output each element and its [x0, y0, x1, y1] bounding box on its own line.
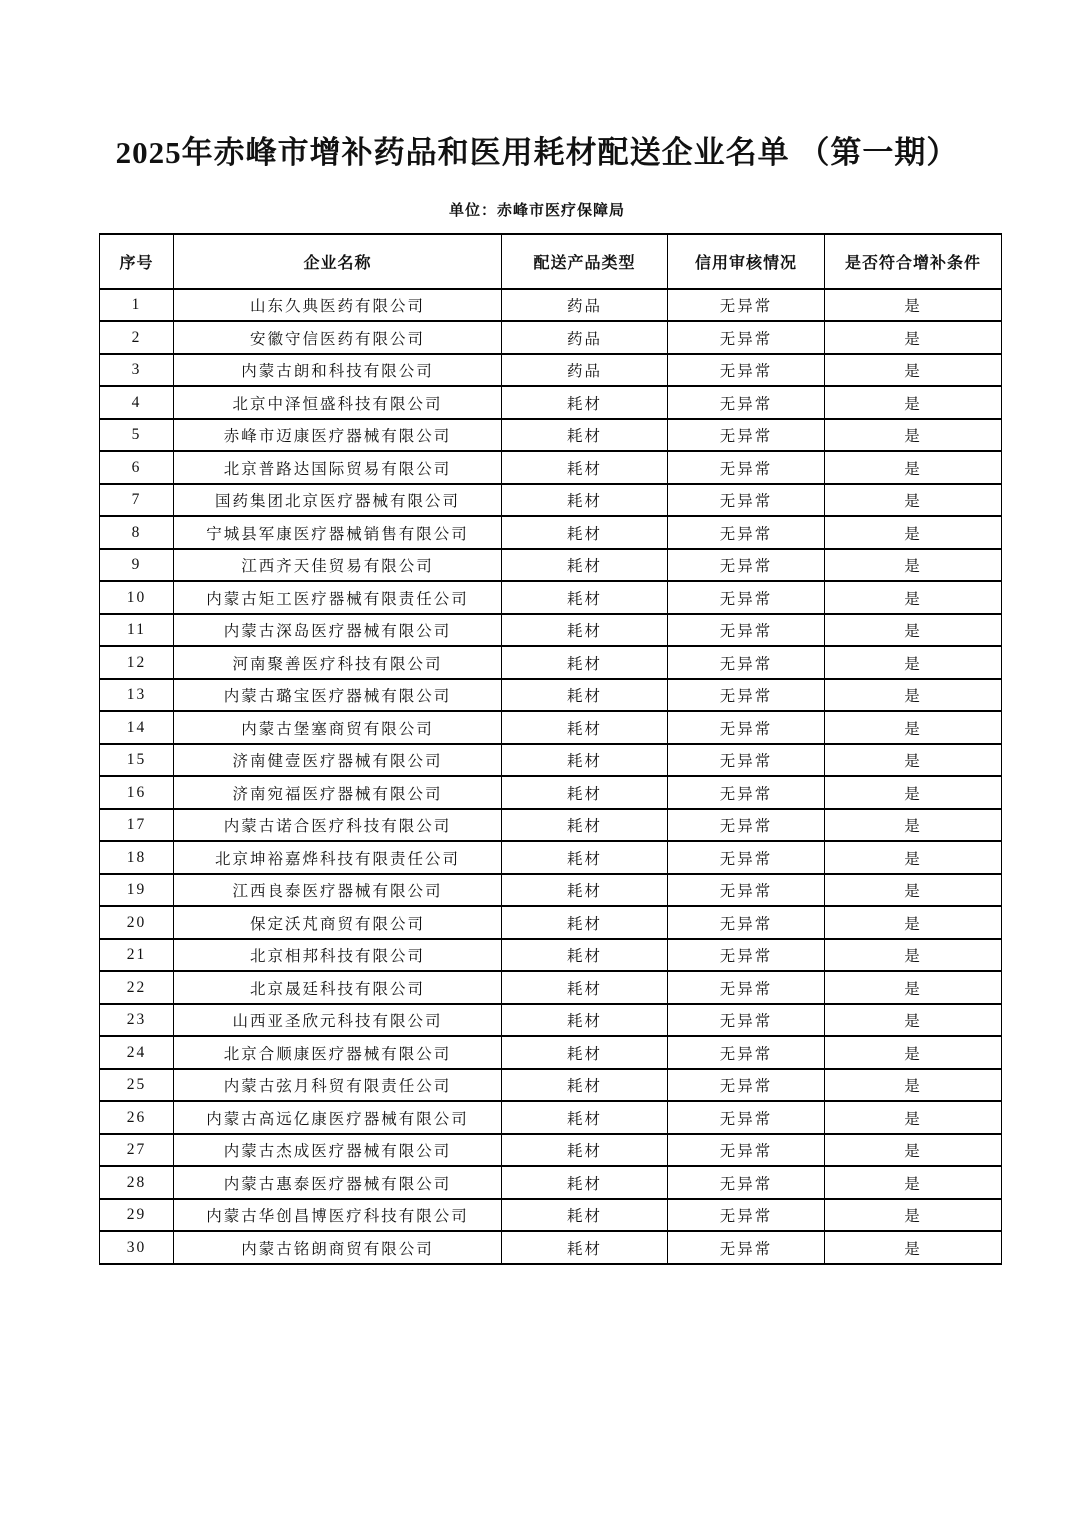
cell-type: 耗材	[502, 1199, 668, 1232]
cell-type: 耗材	[502, 419, 668, 452]
cell-qualified: 是	[825, 1004, 1002, 1037]
table-row	[100, 451, 1002, 484]
cell-name: 内蒙古璐宝医疗器械有限公司	[174, 679, 502, 712]
cell-credit: 无异常	[668, 874, 825, 907]
cell-credit: 无异常	[668, 744, 825, 777]
cell-credit: 无异常	[668, 1036, 825, 1069]
table-row	[100, 1134, 1002, 1167]
cell-name: 保定沃芃商贸有限公司	[174, 906, 502, 939]
cell-qualified: 是	[825, 744, 1002, 777]
table-row	[100, 484, 1002, 517]
cell-type: 耗材	[502, 516, 668, 549]
cell-name: 赤峰市迈康医疗器械有限公司	[174, 419, 502, 452]
cell-name: 北京合顺康医疗器械有限公司	[174, 1036, 502, 1069]
cell-credit: 无异常	[668, 1231, 825, 1264]
cell-type: 耗材	[502, 1166, 668, 1199]
cell-credit: 无异常	[668, 679, 825, 712]
header-no: 序号	[100, 234, 174, 289]
cell-qualified: 是	[825, 809, 1002, 842]
cell-qualified: 是	[825, 1069, 1002, 1102]
cell-credit: 无异常	[668, 354, 825, 387]
cell-qualified: 是	[825, 906, 1002, 939]
cell-name: 北京普路达国际贸易有限公司	[174, 451, 502, 484]
cell-qualified: 是	[825, 516, 1002, 549]
cell-type: 药品	[502, 289, 668, 322]
cell-name: 北京相邦科技有限公司	[174, 939, 502, 972]
cell-qualified: 是	[825, 419, 1002, 452]
table-row	[100, 711, 1002, 744]
header-name: 企业名称	[174, 234, 502, 289]
cell-credit: 无异常	[668, 809, 825, 842]
issuing-unit-label: 单位：赤峰市医疗保障局	[448, 202, 625, 219]
cell-credit: 无异常	[668, 711, 825, 744]
cell-no: 1	[100, 289, 174, 322]
table-row	[100, 971, 1002, 1004]
cell-qualified: 是	[825, 679, 1002, 712]
cell-no: 22	[100, 971, 174, 1004]
cell-no: 9	[100, 549, 174, 582]
cell-no: 26	[100, 1101, 174, 1134]
cell-name: 济南健壹医疗器械有限公司	[174, 744, 502, 777]
cell-credit: 无异常	[668, 939, 825, 972]
cell-type: 耗材	[502, 679, 668, 712]
cell-credit: 无异常	[668, 1069, 825, 1102]
cell-qualified: 是	[825, 1166, 1002, 1199]
cell-name: 济南宛福医疗器械有限公司	[174, 776, 502, 809]
cell-name: 内蒙古惠泰医疗器械有限公司	[174, 1166, 502, 1199]
header-qualified: 是否符合增补条件	[825, 234, 1002, 289]
cell-name: 内蒙古华创昌博医疗科技有限公司	[174, 1199, 502, 1232]
cell-no: 30	[100, 1231, 174, 1264]
table-row	[100, 386, 1002, 419]
cell-type: 耗材	[502, 581, 668, 614]
table-row	[100, 1166, 1002, 1199]
table-row	[100, 321, 1002, 354]
cell-name: 江西齐天佳贸易有限公司	[174, 549, 502, 582]
cell-no: 16	[100, 776, 174, 809]
cell-name: 内蒙古朗和科技有限公司	[174, 354, 502, 387]
table-header	[100, 234, 1002, 289]
cell-type: 耗材	[502, 744, 668, 777]
cell-no: 14	[100, 711, 174, 744]
cell-qualified: 是	[825, 581, 1002, 614]
cell-name: 内蒙古弦月科贸有限责任公司	[174, 1069, 502, 1102]
cell-no: 21	[100, 939, 174, 972]
cell-no: 15	[100, 744, 174, 777]
cell-no: 5	[100, 419, 174, 452]
page-title: 2025年赤峰市增补药品和医用耗材配送企业名单 （第一期）	[115, 135, 959, 170]
cell-qualified: 是	[825, 971, 1002, 1004]
cell-qualified: 是	[825, 1036, 1002, 1069]
cell-credit: 无异常	[668, 451, 825, 484]
table-row	[100, 1004, 1002, 1037]
cell-no: 6	[100, 451, 174, 484]
cell-qualified: 是	[825, 451, 1002, 484]
cell-qualified: 是	[825, 614, 1002, 647]
cell-name: 内蒙古深岛医疗器械有限公司	[174, 614, 502, 647]
table-row	[100, 874, 1002, 907]
cell-no: 3	[100, 354, 174, 387]
cell-type: 耗材	[502, 1069, 668, 1102]
table-row	[100, 1101, 1002, 1134]
table-row	[100, 516, 1002, 549]
cell-no: 20	[100, 906, 174, 939]
cell-name: 北京中泽恒盛科技有限公司	[174, 386, 502, 419]
cell-type: 耗材	[502, 1036, 668, 1069]
table-row	[100, 776, 1002, 809]
table-row	[100, 744, 1002, 777]
cell-type: 耗材	[502, 1134, 668, 1167]
cell-no: 27	[100, 1134, 174, 1167]
cell-qualified: 是	[825, 1134, 1002, 1167]
cell-no: 28	[100, 1166, 174, 1199]
table-row	[100, 939, 1002, 972]
cell-qualified: 是	[825, 549, 1002, 582]
cell-qualified: 是	[825, 386, 1002, 419]
cell-credit: 无异常	[668, 321, 825, 354]
cell-qualified: 是	[825, 1231, 1002, 1264]
cell-type: 耗材	[502, 809, 668, 842]
cell-credit: 无异常	[668, 841, 825, 874]
cell-no: 7	[100, 484, 174, 517]
cell-name: 内蒙古矩工医疗器械有限责任公司	[174, 581, 502, 614]
cell-no: 29	[100, 1199, 174, 1232]
cell-no: 8	[100, 516, 174, 549]
cell-no: 13	[100, 679, 174, 712]
cell-no: 18	[100, 841, 174, 874]
cell-no: 25	[100, 1069, 174, 1102]
cell-credit: 无异常	[668, 581, 825, 614]
cell-name: 北京晟廷科技有限公司	[174, 971, 502, 1004]
cell-type: 药品	[502, 321, 668, 354]
cell-type: 耗材	[502, 874, 668, 907]
table-row	[100, 841, 1002, 874]
cell-type: 药品	[502, 354, 668, 387]
cell-name: 内蒙古杰成医疗器械有限公司	[174, 1134, 502, 1167]
cell-credit: 无异常	[668, 516, 825, 549]
cell-no: 12	[100, 646, 174, 679]
cell-name: 内蒙古堡塞商贸有限公司	[174, 711, 502, 744]
table-row	[100, 906, 1002, 939]
cell-name: 山东久典医药有限公司	[174, 289, 502, 322]
cell-credit: 无异常	[668, 1134, 825, 1167]
cell-no: 17	[100, 809, 174, 842]
cell-credit: 无异常	[668, 1101, 825, 1134]
cell-name: 北京坤裕嘉烨科技有限责任公司	[174, 841, 502, 874]
cell-type: 耗材	[502, 386, 668, 419]
table-row	[100, 1199, 1002, 1232]
cell-name: 内蒙古诺合医疗科技有限公司	[174, 809, 502, 842]
cell-no: 23	[100, 1004, 174, 1037]
cell-no: 19	[100, 874, 174, 907]
cell-qualified: 是	[825, 289, 1002, 322]
header-credit: 信用审核情况	[668, 234, 825, 289]
cell-credit: 无异常	[668, 484, 825, 517]
cell-type: 耗材	[502, 451, 668, 484]
table-row	[100, 419, 1002, 452]
cell-type: 耗材	[502, 549, 668, 582]
cell-no: 4	[100, 386, 174, 419]
cell-name: 江西良泰医疗器械有限公司	[174, 874, 502, 907]
cell-name: 内蒙古铭朗商贸有限公司	[174, 1231, 502, 1264]
enterprise-roster-table	[99, 233, 1002, 1265]
cell-name: 山西亚圣欣元科技有限公司	[174, 1004, 502, 1037]
table-row	[100, 1231, 1002, 1264]
cell-qualified: 是	[825, 939, 1002, 972]
cell-qualified: 是	[825, 646, 1002, 679]
cell-type: 耗材	[502, 906, 668, 939]
table-row	[100, 679, 1002, 712]
table-row	[100, 646, 1002, 679]
cell-credit: 无异常	[668, 289, 825, 322]
cell-qualified: 是	[825, 1101, 1002, 1134]
cell-qualified: 是	[825, 321, 1002, 354]
cell-qualified: 是	[825, 1199, 1002, 1232]
table-row	[100, 354, 1002, 387]
table-row	[100, 1036, 1002, 1069]
cell-name: 安徽守信医药有限公司	[174, 321, 502, 354]
cell-no: 2	[100, 321, 174, 354]
cell-credit: 无异常	[668, 1004, 825, 1037]
cell-no: 11	[100, 614, 174, 647]
table-row	[100, 809, 1002, 842]
cell-type: 耗材	[502, 711, 668, 744]
cell-credit: 无异常	[668, 386, 825, 419]
cell-credit: 无异常	[668, 614, 825, 647]
cell-credit: 无异常	[668, 549, 825, 582]
cell-credit: 无异常	[668, 906, 825, 939]
cell-name: 国药集团北京医疗器械有限公司	[174, 484, 502, 517]
cell-credit: 无异常	[668, 971, 825, 1004]
cell-name: 内蒙古高远亿康医疗器械有限公司	[174, 1101, 502, 1134]
table-row	[100, 289, 1002, 322]
table-row	[100, 614, 1002, 647]
cell-qualified: 是	[825, 874, 1002, 907]
cell-type: 耗材	[502, 776, 668, 809]
cell-type: 耗材	[502, 1101, 668, 1134]
cell-name: 河南聚善医疗科技有限公司	[174, 646, 502, 679]
table-header-row	[100, 234, 1002, 289]
cell-credit: 无异常	[668, 1199, 825, 1232]
cell-no: 24	[100, 1036, 174, 1069]
cell-qualified: 是	[825, 354, 1002, 387]
cell-qualified: 是	[825, 776, 1002, 809]
cell-credit: 无异常	[668, 776, 825, 809]
cell-type: 耗材	[502, 939, 668, 972]
table-row	[100, 549, 1002, 582]
cell-qualified: 是	[825, 484, 1002, 517]
cell-type: 耗材	[502, 646, 668, 679]
cell-type: 耗材	[502, 614, 668, 647]
cell-type: 耗材	[502, 1004, 668, 1037]
cell-type: 耗材	[502, 1231, 668, 1264]
header-type: 配送产品类型	[502, 234, 668, 289]
cell-qualified: 是	[825, 841, 1002, 874]
cell-no: 10	[100, 581, 174, 614]
cell-type: 耗材	[502, 484, 668, 517]
table-row	[100, 581, 1002, 614]
cell-credit: 无异常	[668, 646, 825, 679]
cell-qualified: 是	[825, 711, 1002, 744]
cell-type: 耗材	[502, 841, 668, 874]
table-row	[100, 1069, 1002, 1102]
cell-credit: 无异常	[668, 1166, 825, 1199]
cell-name: 宁城县军康医疗器械销售有限公司	[174, 516, 502, 549]
cell-credit: 无异常	[668, 419, 825, 452]
cell-type: 耗材	[502, 971, 668, 1004]
table-body	[100, 289, 1002, 1264]
